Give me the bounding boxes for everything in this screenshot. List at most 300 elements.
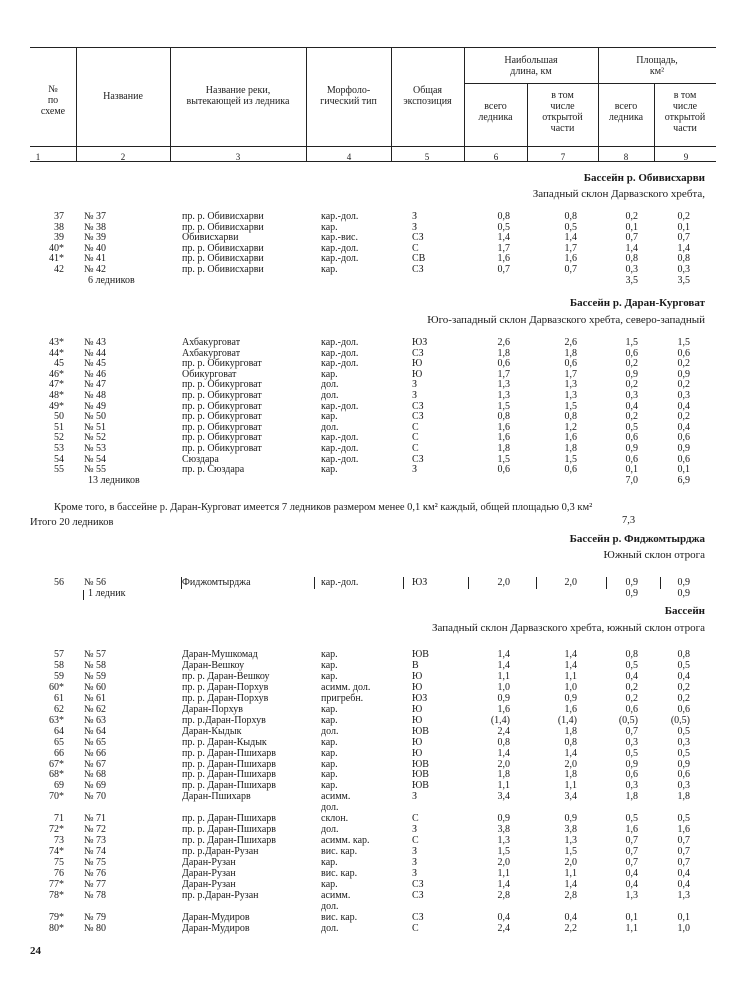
length-open: 0,7 [564,264,577,275]
table-row [0,253,745,264]
morph-type: вис. кар. [321,846,358,858]
exposure: З [412,211,418,222]
row-separator [606,577,607,589]
length-total: 1,5 [497,400,510,412]
glacier-name: № 48 [84,390,107,401]
length-open: 1,8 [564,443,577,454]
exposure: ЮЗ [412,337,428,348]
area-total: 0,6 [625,432,638,444]
exposure: СЗ [412,400,424,412]
length-total: 1,4 [497,747,510,759]
area-open: 0,7 [677,846,690,858]
morph-type: дол. [321,922,339,934]
table-row [0,454,745,465]
exposure: Ю [412,368,423,380]
area-total: 0,3 [625,736,638,748]
glacier-name: № 54 [84,453,107,465]
morph-type: кар. [321,411,338,423]
glacier-name: № 47 [84,379,107,391]
row-number: 62 [54,703,64,715]
table-row [0,682,745,693]
table-row [0,422,745,433]
area-total: 0,2 [625,358,638,370]
morph-type: кар.-дол. [321,242,359,254]
length-total: 1,3 [497,379,510,391]
row-number: 65 [54,736,64,748]
river-name: Сюздара [182,453,219,465]
table-row [0,824,745,835]
morph-type: дол. [321,379,339,391]
glacier-name: № 45 [84,358,107,370]
table-row [0,704,745,715]
morph-type: кар. [321,758,338,770]
river-name: пр. р.Даран-Порхув [182,714,266,726]
area-total: 0,1 [625,221,638,233]
exposure: В [412,659,419,671]
area-total: 0,8 [625,649,638,660]
table-row [0,577,745,588]
area-total: 0,5 [625,659,638,671]
morph-type: вис. кар. [321,911,358,923]
exposure: ЮВ [412,725,429,737]
area-open: 0,4 [677,878,690,890]
river-name: Ахбакурговат [182,347,241,359]
row-number: 40* [49,242,64,254]
morph-type: кар. [321,221,338,233]
exposure: Ю [412,681,423,693]
morph-type: кар. [321,747,338,759]
group-total-area: 7,0 [625,475,638,486]
header-exposure: Общая экспозиция [403,85,452,107]
area-total: 1,5 [625,337,638,348]
section-slope-title: Западный склон Дарвазского хребта, [532,188,705,200]
area-open: 0,5 [677,725,690,737]
row-separator [536,577,537,589]
exposure: СЗ [412,453,424,465]
header-bottom-rule [30,146,716,147]
note-text: Кроме того, в бассейне р. Даран-Курговат имеется 7 ледников размером менее 0,1 км² каждый, общей площадью 0,3 км² [54,502,593,513]
river-name: Даран-Вешкоу [182,659,245,671]
length-open: 1,7 [564,368,577,380]
row-number: 78* [49,889,64,901]
length-total: 2,6 [497,337,510,348]
area-open: 0,5 [677,747,690,759]
length-total: 2,0 [497,577,510,588]
morph-type: асимм. [321,791,351,803]
row-number: 57 [54,649,64,660]
length-total: 0,6 [497,358,510,370]
table-row [0,726,745,737]
table-row [0,232,745,243]
morph-type: кар.-дол. [321,432,359,444]
table-row [0,432,745,443]
area-total: 1,1 [625,922,638,934]
glacier-name: № 43 [84,337,107,348]
column-number: 2 [120,152,126,162]
length-open: 0,8 [564,736,577,748]
exposure: СЗ [412,889,424,901]
row-number: 44* [49,347,64,359]
row-number: 63* [49,714,64,726]
length-total: 0,6 [497,464,510,476]
row-number: 52 [54,432,64,444]
table-row [0,813,745,824]
table-row [0,222,745,233]
morph-type: кар. [321,659,338,671]
morph-type: кар. [321,703,338,715]
glacier-name: № 69 [84,780,107,792]
river-name: Даран-Рузан [182,878,236,890]
area-open: 0,2 [677,358,690,370]
glacier-name: № 52 [84,432,107,444]
row-number: 71 [54,813,64,825]
glacier-name: № 55 [84,464,107,476]
river-name: пр. р. Обивисхарви [182,221,264,233]
table-row [0,879,745,890]
area-total: 0,4 [625,878,638,890]
header-group-rule [464,83,716,84]
area-open: 0,6 [677,347,690,359]
exposure: Ю [412,358,423,370]
glacier-name: № 63 [84,714,107,726]
area-open: 0,6 [677,769,690,781]
morph-type: кар.-дол. [321,211,359,222]
length-open: 1,7 [564,242,577,254]
row-number: 53 [54,443,64,454]
area-open: 0,1 [677,464,690,476]
table-row [0,923,745,934]
glacier-name: № 40 [84,242,107,254]
length-total: 1,4 [497,878,510,890]
morph-type: дол. [321,390,339,401]
column-number: 8 [623,152,629,162]
table-row [0,868,745,879]
row-separator [403,577,404,589]
row-number: 48* [49,390,64,401]
row-number: 56 [54,577,64,588]
river-name: пр. р.Даран-Рузан [182,889,259,901]
area-open: 0,2 [677,211,690,222]
river-name: Даран-Пшихарв [182,791,251,803]
header-name: Название [103,91,143,102]
length-total: 0,8 [497,411,510,423]
row-number: 49* [49,400,64,412]
length-open: 2,6 [564,337,577,348]
length-total: 2,0 [497,758,510,770]
area-total: 0,4 [625,670,638,682]
length-total: 1,8 [497,443,510,454]
header-length-total: всего ледника [478,101,513,123]
river-name: Даран-Рузан [182,868,236,879]
row-number: 60* [49,681,64,693]
length-open: 0,9 [564,692,577,704]
length-total: 1,1 [497,868,510,879]
length-open: 1,5 [564,400,577,412]
exposure: С [412,922,419,934]
glacier-name: № 65 [84,736,107,748]
area-open: 0,1 [677,221,690,233]
morph-type: дол. [321,824,339,836]
area-total: 1,3 [625,889,638,901]
morph-type: пригребн. [321,692,364,704]
length-open: 0,9 [564,813,577,825]
morph-type: кар. [321,464,338,476]
glacier-name: № 66 [84,747,107,759]
river-name: пр. р. Обикурговат [182,411,262,423]
length-open: 3,8 [564,824,577,836]
length-open: 1,6 [564,432,577,444]
area-open: 0,3 [677,264,690,275]
row-number: 59 [54,670,64,682]
row-number: 64 [54,725,64,737]
length-total: 1,0 [497,681,510,693]
river-name: Даран-Кыдык [182,725,242,737]
morph-type: кар. [321,714,338,726]
glacier-name: № 77 [84,878,107,890]
table-row [0,379,745,390]
row-number: 54 [54,453,64,465]
length-total: 0,9 [497,692,510,704]
morph-type: дол. [321,900,339,912]
area-total: 0,4 [625,868,638,879]
row-number: 75 [54,857,64,869]
table-row [0,846,745,857]
length-total: (1,4) [490,714,510,726]
area-open: 0,3 [677,736,690,748]
area-total: 0,7 [625,835,638,847]
group-total-label: 6 ледников [88,275,135,286]
row-number: 37 [54,211,64,222]
area-total: 0,6 [625,769,638,781]
exposure: С [412,242,419,254]
glacier-name: № 51 [84,421,107,433]
river-name: Даран-Мушкомад [182,649,258,660]
river-name: пр. р. Даран-Порхув [182,692,269,704]
row-number: 73 [54,835,64,847]
table-row [0,769,745,780]
header-morphology: Морфоло- гический тип [320,85,377,107]
morph-type: кар.-дол. [321,253,359,265]
area-total: 1,6 [625,824,638,836]
area-open: 0,1 [677,911,690,923]
river-name: пр. р. Даран-Пшихарв [182,813,277,825]
table-row [0,264,745,275]
area-open: 0,7 [677,857,690,869]
table-row [0,369,745,380]
glacier-name: № 70 [84,791,107,803]
length-total: 0,5 [497,221,510,233]
table-row [0,715,745,726]
area-open: 0,9 [677,368,690,380]
area-open: 0,6 [677,432,690,444]
exposure: СЗ [412,411,424,423]
area-open: 1,3 [677,889,690,901]
morph-type: асимм. дол. [321,681,371,693]
length-total: 1,3 [497,390,510,401]
river-name: пр. р. Обикурговат [182,443,262,454]
morph-type: кар. [321,670,338,682]
exposure: З [412,791,418,803]
length-open: 0,6 [564,464,577,476]
row-number: 51 [54,421,64,433]
river-name: пр. р. Обикурговат [182,400,262,412]
length-total: 3,4 [497,791,510,803]
exposure: С [412,421,419,433]
length-open: 1,8 [564,769,577,781]
row-number: 41* [49,253,64,265]
morph-type: кар.-дол. [321,443,359,454]
length-total: 0,8 [497,736,510,748]
length-total: 1,8 [497,769,510,781]
length-total: 0,9 [497,813,510,825]
exposure: З [412,857,418,869]
area-open: 1,4 [677,242,690,254]
column-number: 3 [235,152,241,162]
section-basin-title: Бассейн [664,605,705,617]
group-total-open-area: 0,9 [677,588,690,599]
area-total: 0,7 [625,857,638,869]
length-total: 1,6 [497,253,510,265]
morph-type: кар.-дол. [321,358,359,370]
group-total-area: 0,9 [625,588,638,599]
length-open: 1,5 [564,453,577,465]
length-total: 1,5 [497,846,510,858]
area-open: 0,4 [677,670,690,682]
row-number: 46* [49,368,64,380]
length-open: 1,4 [564,649,577,660]
length-open: 1,3 [564,835,577,847]
area-open: 0,3 [677,780,690,792]
area-total: 0,7 [625,846,638,858]
row-number: 58 [54,659,64,671]
length-open: 1,1 [564,868,577,879]
length-open: 1,1 [564,670,577,682]
area-open: 0,8 [677,253,690,265]
river-name: пр. р. Даран-Пшихарв [182,835,277,847]
morph-type: кар. [321,649,338,660]
row-number: 39 [54,232,64,244]
area-open: (0,5) [670,714,690,726]
exposure: З [412,824,418,836]
glacier-name: № 72 [84,824,107,836]
glacier-name: № 39 [84,232,107,244]
group-total-label: 13 ледников [88,475,140,486]
area-total: 0,6 [625,347,638,359]
area-total: 1,4 [625,242,638,254]
table-row [0,737,745,748]
length-open: 0,6 [564,358,577,370]
row-number: 80* [49,922,64,934]
header-length-open: в том числе открытой части [542,90,583,134]
column-number: 9 [683,152,689,162]
row-number: 61 [54,692,64,704]
river-name: пр. р. Обивисхарви [182,264,264,275]
area-open: 1,8 [677,791,690,803]
column-number: 4 [346,152,352,162]
row-separator [468,577,469,589]
length-open: 0,5 [564,221,577,233]
length-open: 2,2 [564,922,577,934]
morph-type: кар.-дол. [321,453,359,465]
row-number: 50 [54,411,64,423]
glacier-name: № 76 [84,868,107,879]
length-open: 2,0 [564,857,577,869]
river-name: пр. р. Обикурговат [182,432,262,444]
row-number: 47* [49,379,64,391]
page-number: 24 [30,945,41,957]
exposure: З [412,390,418,401]
exposure: СЗ [412,347,424,359]
length-open: 1,4 [564,747,577,759]
length-open: (1,4) [557,714,577,726]
table-row [0,211,745,222]
glacier-name: № 49 [84,400,107,412]
area-open: 0,2 [677,681,690,693]
length-open: 1,6 [564,253,577,265]
glacier-name: № 59 [84,670,107,682]
exposure: ЮВ [412,758,429,770]
note-value: 7,3 [622,515,636,526]
area-open: 0,5 [677,659,690,671]
section-basin-title: Бассейн р. Даран-Курговат [569,297,705,309]
row-separator [83,590,84,600]
morph-type: кар.-дол. [321,337,359,348]
row-number: 38 [54,221,64,233]
area-total: 0,6 [625,453,638,465]
group-total-open-area: 3,5 [677,275,690,286]
length-total: 1,7 [497,368,510,380]
river-name: пр. р. Даран-Пшихарв [182,747,277,759]
river-name: пр. р. Сюздара [182,464,245,476]
glacier-name: № 42 [84,264,107,275]
morph-type: кар. [321,736,338,748]
header-top-rule [30,47,716,48]
group-total-row [0,475,745,486]
glacier-name: № 62 [84,703,107,715]
river-name: пр. р. Обикурговат [182,421,262,433]
area-total: 0,7 [625,725,638,737]
area-open: 0,2 [677,692,690,704]
group-total-row [0,275,745,286]
river-name: Обивисхарви [182,232,239,244]
header-length-group: Наибольшая длина, км [504,55,558,77]
row-separator [181,577,182,589]
row-number: 74* [49,846,64,858]
area-open: 0,7 [677,232,690,244]
exposure: С [412,835,419,847]
length-total: 1,5 [497,453,510,465]
glacier-name: № 57 [84,649,107,660]
glacier-name: № 80 [84,922,107,934]
length-open: 0,8 [564,211,577,222]
header-area-group: Площадь, км² [636,55,678,77]
table-row [0,337,745,348]
area-total: 0,9 [625,577,638,588]
glacier-name: № 37 [84,211,107,222]
glacier-name: № 68 [84,769,107,781]
exposure: З [412,379,418,391]
length-open: 1,3 [564,379,577,391]
glacier-name: № 41 [84,253,107,265]
exposure: Ю [412,703,423,715]
length-open: 3,4 [564,791,577,803]
area-total: 0,5 [625,747,638,759]
river-name: пр. р. Обикурговат [182,379,262,391]
exposure: СЗ [412,264,424,275]
glacier-name: № 58 [84,659,107,671]
area-total: 0,9 [625,443,638,454]
exposure: С [412,813,419,825]
